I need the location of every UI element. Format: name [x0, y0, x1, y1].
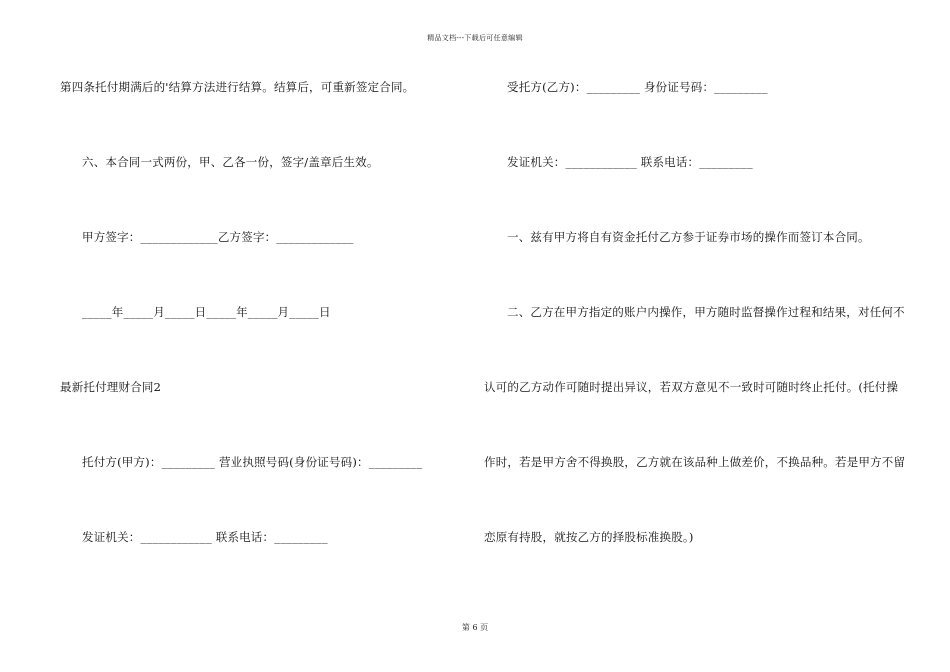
- clause-2-line-3: 作时，若是甲方舍不得换股，乙方就在该品种上做差价，不换品种。若是甲方不留: [484, 455, 906, 469]
- principal-party-line: 托付方(甲方)：_________ 营业执照号码(身份证号码)：_________: [82, 455, 423, 469]
- date-line: _____年_____月_____日_____年_____月_____日: [82, 305, 331, 319]
- page-header: 精品文档---下载后可任意编辑: [427, 34, 523, 42]
- clause-1-purpose: 一、兹有甲方将自有资金托付乙方参于证券市场的操作而签订本合同。: [507, 230, 870, 244]
- trustee-party-line: 受托方(乙方)：_________ 身份证号码：_________: [507, 80, 768, 94]
- clause-6-copies: 六、本合同一式两份，甲、乙各一份，签字/盖章后生效。: [82, 155, 379, 169]
- trustee-issuing-authority-line: 发证机关：____________ 联系电话：_________: [507, 155, 753, 169]
- principal-issuing-authority-line: 发证机关：____________ 联系电话：_________: [82, 530, 328, 544]
- contract-title: 最新托付理财合同2: [60, 380, 162, 394]
- clause-4-settlement: 第四条托付期满后的'结算方法进行结算。结算后，可重新签定合同。: [60, 80, 415, 94]
- signature-line: 甲方签字：_____________乙方签字：_____________: [82, 230, 354, 244]
- clause-2-line-1: 二、乙方在甲方指定的账户内操作，甲方随时监督操作过程和结果，对任何不: [507, 305, 905, 319]
- clause-2-line-4: 恋原有持股，就按乙方的择股标准换股。): [484, 530, 694, 544]
- clause-2-line-2: 认可的乙方动作可随时提出异议，若双方意见不一致时可随时终止托付。(托付操: [484, 380, 899, 394]
- page-number: 第 6 页: [461, 623, 489, 632]
